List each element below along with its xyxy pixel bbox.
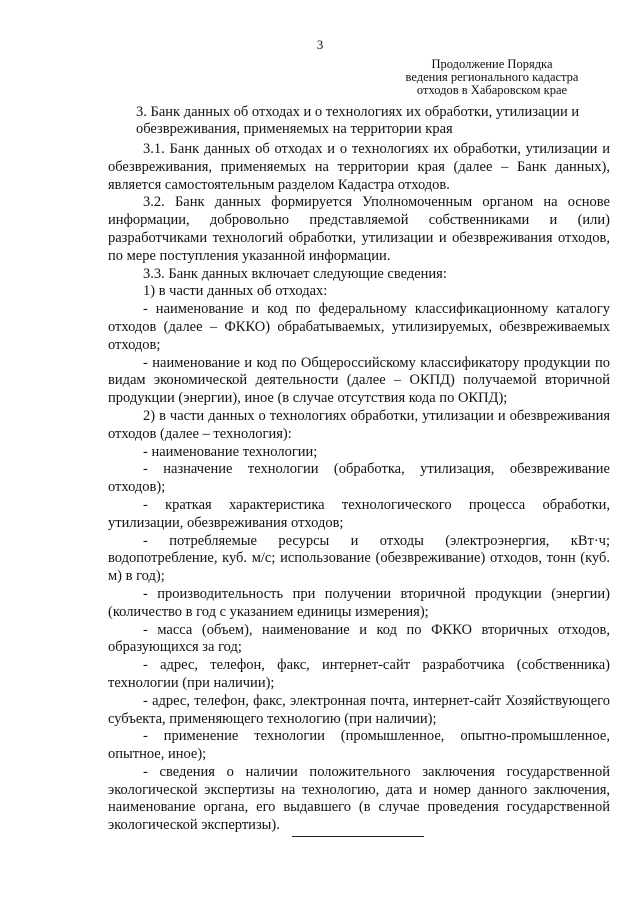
paragraph: 3.3. Банк данных включает следующие сведения:	[143, 265, 447, 282]
list-item: - масса (объем), наименование и код по ФККО вторичных отходов, образующихся за год;	[108, 621, 610, 656]
list-item: - адрес, телефон, факс, интернет-сайт разработчика (собственника) технологии (при наличии);	[108, 657, 610, 691]
page-number: 3	[316, 37, 324, 52]
list-item: - наименование и код по федеральному классификационному каталогу отходов (далее – ФККО) обрабатываемых, утилизируемых, обезвреживаемых отходов;	[108, 301, 610, 353]
paragraph: 3.2. Банк данных формируется Уполномоченным органом на основе информации, добровольно представляемой собственниками и (или) разработчиками технологий обработки, утилизации и обезвреживания отходов, по мере поступления указанной информации.	[108, 194, 610, 264]
list-item: - краткая характеристика технологического процесса обработки, утилизации, обезвреживания отходов;	[108, 496, 610, 531]
document-header	[372, 58, 612, 97]
list-item: - адрес, телефон, факс, электронная почта, интернет-сайт Хозяйствующего субъекта, применяющего технологию (при наличии);	[108, 692, 610, 727]
end-divider	[292, 836, 424, 837]
document-body	[108, 141, 610, 835]
list-item: - наименование технологии;	[143, 443, 318, 460]
section-title: 3. Банк данных об отходах и о технологиях их обработки, утилизации и обезвреживания, применяемых на территории края	[136, 104, 580, 137]
header-line-2: ведения регионального кадастра	[405, 70, 579, 84]
list-item: - наименование и код по Общероссийскому классификатору продукции по видам экономической деятельности (далее – ОКПД) получаемой вторичной продукции (энергии), иное (в случае отсутствия кода по ОКПД);	[108, 354, 610, 407]
list-heading: 1) в части данных об отходах:	[143, 283, 328, 300]
header-line-3: отходов в Хабаровском крае	[416, 83, 568, 97]
header-line-1: Продолжение Порядка	[431, 57, 553, 71]
list-heading: 2) в части данных о технологиях обработки, утилизации и обезвреживания отходов (далее – технология):	[108, 407, 610, 442]
paragraph: 3.1. Банк данных об отходах и о технологиях их обработки, утилизации и обезвреживания, применяемых на территории края (далее – Банк данных), является самостоятельным разделом Кадастра отходов.	[108, 141, 610, 193]
list-item: - потребляемые ресурсы и отходы (электроэнергия, кВт·ч; водопотребление, куб. м/с; использование (обезвреживание) отходов, тонн (куб. м) в год);	[108, 532, 610, 585]
list-item: - назначение технологии (обработка, утилизация, обезвреживание отходов);	[108, 461, 610, 496]
list-item: - производительность при получении вторичной продукции (энергии) (количество в год с указанием единицы измерения);	[108, 585, 610, 620]
list-item: - сведения о наличии положительного заключения государственной экологической экспертизы на технологию, дата и номер данного заключения, наименование органа, его выдавшего (в случае проведения государственной экологической экспертизы).	[108, 763, 610, 834]
list-item: - применение технологии (промышленное, опытно-промышленное, опытное, иное);	[108, 728, 610, 763]
